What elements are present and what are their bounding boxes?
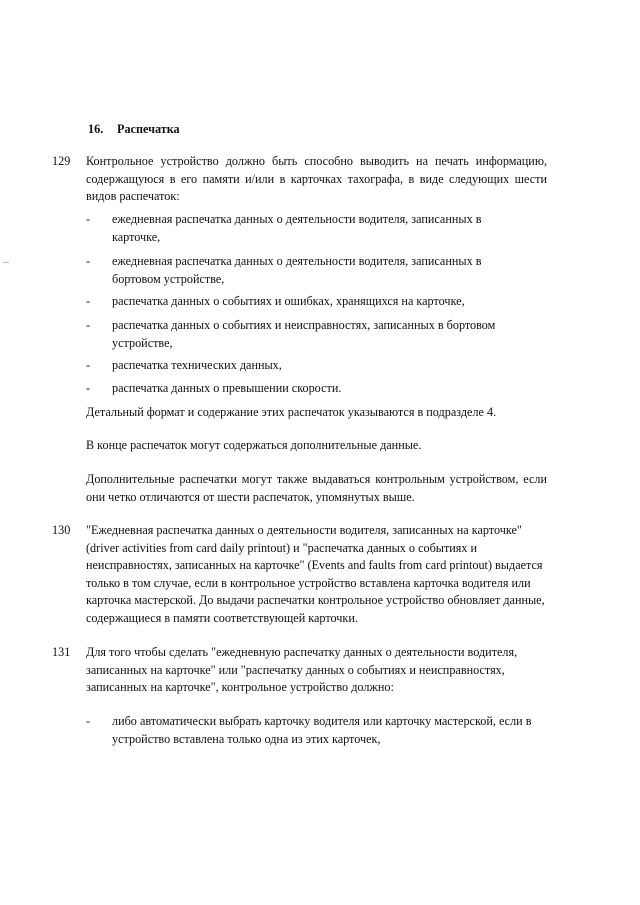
list-dash: - (86, 714, 91, 728)
paragraph-131 (52, 644, 547, 697)
paragraph-text: Контрольное устройство должно быть способно выводить на печать информацию, содержащуюся в его памяти и/или в карточках тахографа, в виде следующих шести видов распечаток: (86, 154, 547, 203)
list-dash: - (86, 294, 91, 308)
paragraph-note: Детальный формат и содержание этих распечаток указываются в подразделе 4. (86, 405, 497, 419)
list-item (86, 253, 516, 288)
list-item (86, 293, 516, 311)
list-item-text: распечатка данных о превышении скорости. (112, 381, 342, 395)
paragraph-note: Дополнительные распечатки могут также выдаваться контрольным устройством, если они четко отличаются от шести распечаток, упомянутых выше. (86, 472, 547, 504)
list-item-text: либо автоматически выбрать карточку водителя или карточку мастерской, если в устройство вставлена только одна из этих карточек, (112, 714, 532, 746)
list-item-text: ежедневная распечатка данных о деятельности водителя, записанных в бортовом устройстве, (112, 254, 482, 286)
list-dash: - (86, 212, 91, 226)
list-dash: - (86, 358, 91, 372)
paragraph-number: 129 (52, 154, 71, 168)
list-item-text: распечатка данных о событиях и неисправностях, записанных в бортовом устройстве, (112, 318, 496, 350)
paragraph-text: Для того чтобы сделать "ежедневную распечатку данных о деятельности водителя, записанных на карточке" или "распечатку данных о событиях и неисправностях, записанных на карточке", контрольное устройство должно: (86, 645, 518, 694)
list-item (86, 713, 541, 748)
scan-edge-mark (3, 262, 9, 263)
paragraph-text: "Ежедневная распечатка данных о деятельности водителя, записанных на карточке" (driver activities from card daily printout) и "распечатка данных о событиях и неисправностях, записанных на карточке" (Events and faults from card printout) выдается только в том случае, если в контрольное устройство вставлена карточка водителя или карточка мастерской. До выдачи распечатки контрольное устройство обновляет данные, содержащиеся в памяти соответствующей карточки. (86, 523, 545, 625)
list-item-text: распечатка технических данных, (112, 358, 282, 372)
list-item (86, 380, 516, 398)
section-heading (88, 121, 180, 139)
paragraph-number: 131 (52, 645, 71, 659)
list-item (86, 211, 516, 246)
paragraph-number: 130 (52, 523, 71, 537)
list-item-text: ежедневная распечатка данных о деятельности водителя, записанных в карточке, (112, 212, 482, 244)
list-dash: - (86, 381, 91, 395)
list-item (86, 317, 516, 352)
section-title: Распечатка (117, 122, 180, 136)
list-dash: - (86, 254, 91, 268)
section-number: 16. (88, 122, 104, 136)
list-item (86, 357, 516, 375)
paragraph-note: В конце распечаток могут содержаться дополнительные данные. (86, 438, 422, 452)
list-dash: - (86, 318, 91, 332)
paragraph-130 (52, 522, 547, 627)
list-item-text: распечатка данных о событиях и ошибках, хранящихся на карточке, (112, 294, 465, 308)
paragraph-129 (52, 153, 547, 206)
